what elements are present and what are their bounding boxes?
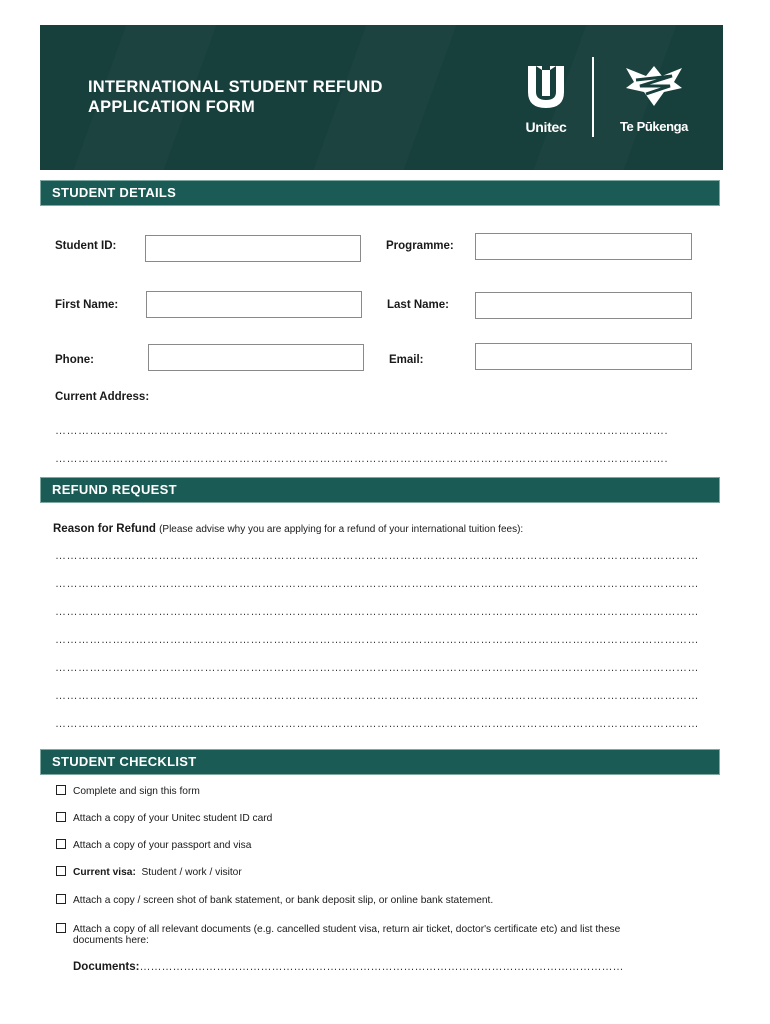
reason-label: Reason for Refund (53, 523, 156, 535)
reason-line-2[interactable]: …………………………………………………………………………………………………………………………………………………… (55, 578, 699, 590)
current-address-label: Current Address: (55, 391, 150, 403)
unitec-logo-text: Unitec (525, 119, 567, 135)
section-refund-request: REFUND REQUEST (40, 477, 720, 503)
current-visa-label: Current visa: (73, 867, 136, 878)
documents-field[interactable] (73, 961, 623, 973)
checklist-item-label: Attach a copy / screen shot of bank statement, or bank deposit slip, or online bank statement. (73, 895, 494, 906)
reason-line-7[interactable]: …………………………………………………………………………………………………………………………………………………… (55, 718, 699, 730)
last-name-label: Last Name: (387, 299, 449, 311)
form-title-line2: APPLICATION FORM (88, 98, 255, 116)
checklist-item-student-id[interactable] (56, 812, 272, 824)
documents-label: Documents: (73, 961, 140, 973)
documents-dots[interactable]: …………………………………………………………………………………………………………………… (139, 961, 624, 973)
first-name-label: First Name: (55, 299, 119, 311)
email-input[interactable] (475, 343, 692, 370)
checklist-item-sign-form[interactable] (56, 785, 200, 797)
reason-line-6[interactable]: …………………………………………………………………………………………………………………………………………………… (55, 690, 699, 702)
checklist-item-documents[interactable] (56, 923, 706, 935)
checkbox-icon[interactable] (56, 812, 66, 822)
unitec-logo-mark (518, 62, 574, 112)
phone-input[interactable] (148, 344, 364, 371)
checkbox-icon[interactable] (56, 923, 66, 933)
checklist-item-documents-line2: documents here: (73, 935, 149, 946)
checkbox-icon[interactable] (56, 866, 66, 876)
student-id-input[interactable] (145, 235, 361, 262)
checklist-item-current-visa[interactable] (56, 866, 242, 878)
address-line-2[interactable]: ……………………………………………………………………………………………………………………………………………. (55, 453, 669, 465)
reason-line-4[interactable]: …………………………………………………………………………………………………………………………………………………… (55, 634, 699, 646)
reason-line-3[interactable]: …………………………………………………………………………………………………………………………………………………… (55, 606, 699, 618)
checklist-item-passport[interactable] (56, 839, 251, 851)
unitec-logo (518, 62, 574, 134)
checklist-item-label: Attach a copy of your passport and visa (73, 840, 252, 851)
address-line-1[interactable]: ……………………………………………………………………………………………………………………………………………. (55, 425, 669, 437)
checklist-item-bank-statement[interactable] (56, 894, 493, 906)
checklist-item-label: Complete and sign this form (73, 786, 200, 797)
programme-input[interactable] (475, 233, 692, 260)
checkbox-icon[interactable] (56, 894, 66, 904)
reason-line-5[interactable]: …………………………………………………………………………………………………………………………………………………… (55, 662, 699, 674)
reason-hint: (Please advise why you are applying for a refund of your international tuition fees): (159, 524, 524, 535)
checklist-item-label: Attach a copy of all relevant documents (e.g. cancelled student visa, return air ticket, doctor's certificate etc) and list these (73, 924, 621, 935)
first-name-input[interactable] (146, 291, 362, 318)
student-id-label: Student ID: (55, 240, 117, 252)
logo-divider (592, 57, 594, 137)
form-title-line1: INTERNATIONAL STUDENT REFUND (88, 78, 383, 96)
section-student-checklist: STUDENT CHECKLIST (40, 749, 720, 775)
tepukenga-logo-mark (616, 62, 692, 112)
reason-for-refund (53, 523, 523, 535)
checklist-item-label: Attach a copy of your Unitec student ID card (73, 813, 273, 824)
reason-line-1[interactable]: …………………………………………………………………………………………………………………………………………………… (55, 550, 699, 562)
programme-label: Programme: (386, 240, 454, 252)
checkbox-icon[interactable] (56, 839, 66, 849)
checkbox-icon[interactable] (56, 785, 66, 795)
tepukenga-logo-text: Te Pūkenga (619, 119, 688, 134)
phone-label: Phone: (55, 354, 94, 366)
section-student-details: STUDENT DETAILS (40, 180, 720, 206)
form-title (88, 77, 383, 117)
email-label: Email: (389, 354, 424, 366)
tepukenga-logo (616, 62, 692, 134)
last-name-input[interactable] (475, 292, 692, 319)
visa-options: Student / work / visitor (141, 867, 242, 878)
